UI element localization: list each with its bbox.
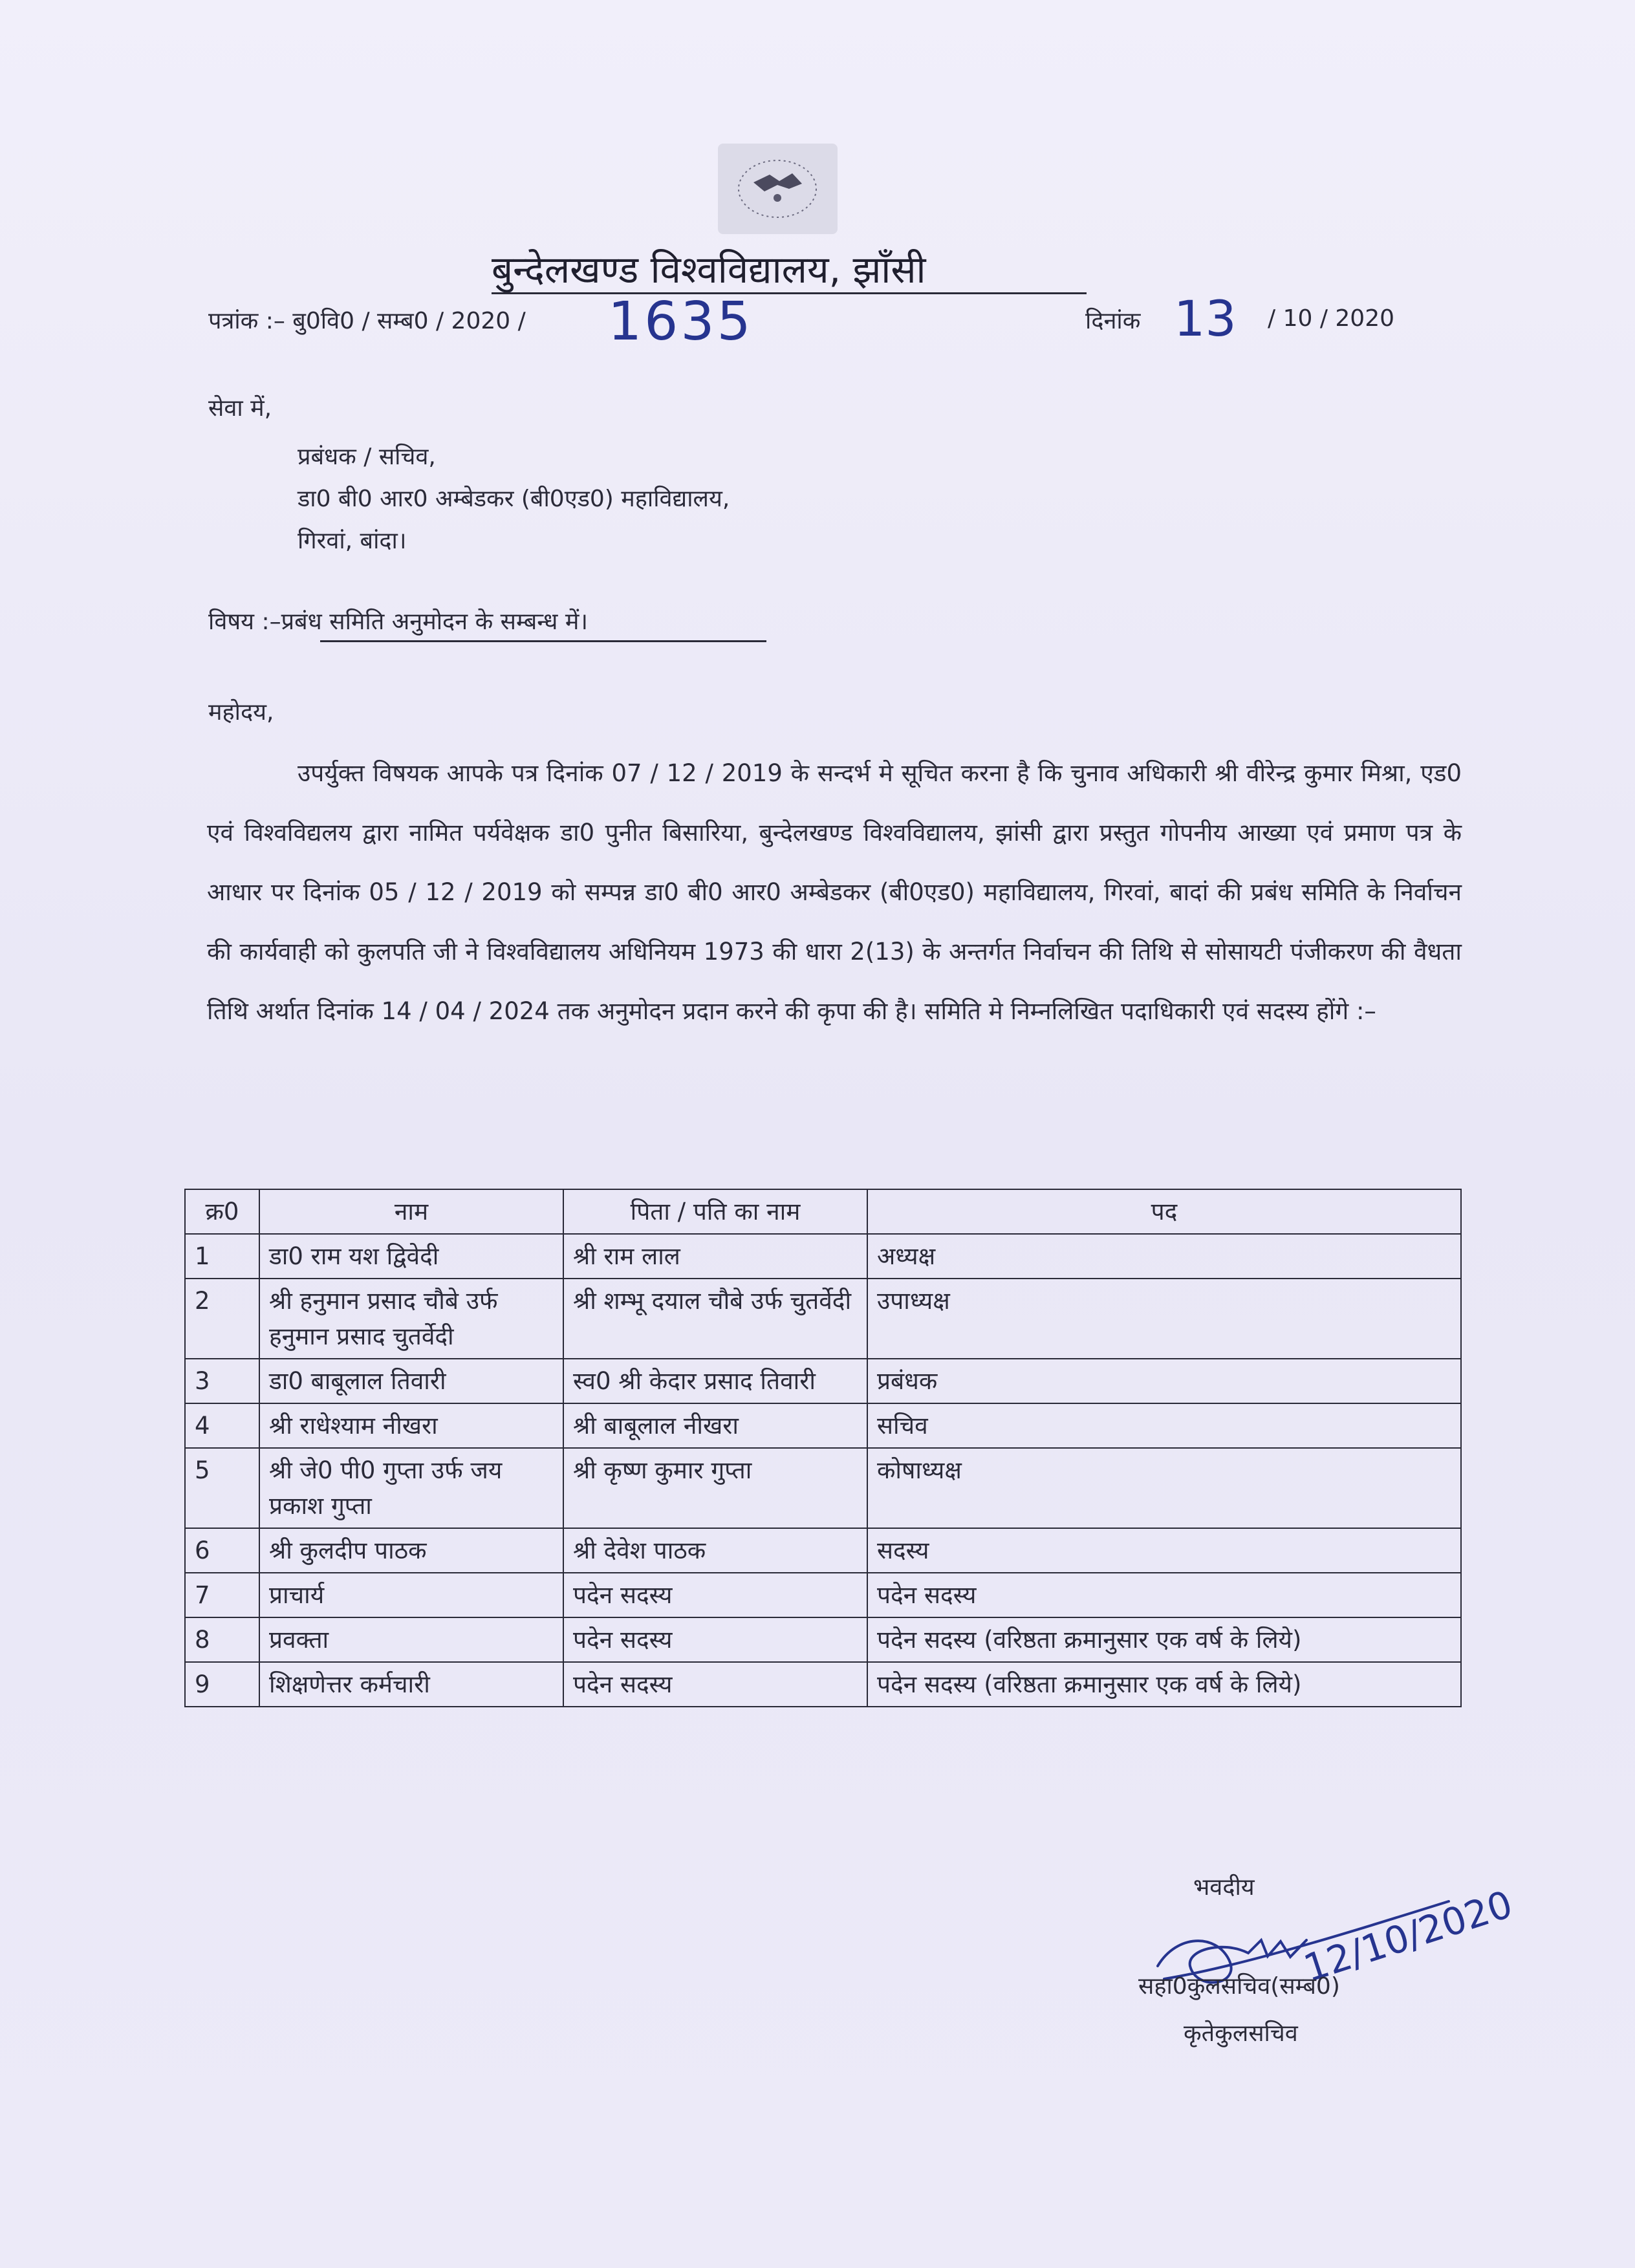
address-line-3: गिरवां, बांदा।: [298, 528, 407, 554]
cell-post: सचिव: [867, 1403, 1461, 1448]
table-row: [185, 1528, 1461, 1573]
date-month-year: / 10 / 2020: [1268, 305, 1395, 332]
cell-father: श्री शम्भू दयाल चौबे उर्फ चुतर्वेदी: [563, 1279, 867, 1359]
address-to: सेवा में,: [208, 395, 272, 422]
closing-bhavdiya: भवदीय: [1193, 1874, 1255, 1901]
date-day-handwritten: 13: [1174, 290, 1237, 347]
cell-father: स्व0 श्री केदार प्रसाद तिवारी: [563, 1359, 867, 1403]
cell-serial: 6: [185, 1528, 259, 1573]
table-row: [185, 1617, 1461, 1662]
university-name-underline: [492, 292, 1087, 294]
table-header-row: [185, 1189, 1461, 1234]
letter-body: उपर्युक्त विषयक आपके पत्र दिनांक 07 / 12 / 2019 के सन्दर्भ मे सूचित करना है कि चुनाव अधिकारी श्री वीरेन्द्र कुमार मिश्रा, एड0 एवं विश्वविद्यलय द्वारा नामित पर्यवेक्षक डा0 पुनीत बिसारिया, बुन्देलखण्ड विश्वविद्यालय, झांसी द्वारा प्रस्तुत गोपनीय आख्या एवं प्रमाण पत्र के आधार पर दिनांक 05 / 12 / 2019 को सम्पन्न डा0 बी0 आर0 अम्बेडकर (बी0एड0) महाविद्यालय, गिरवां, बादां की प्रबंध समिति के निर्वाचन की कार्यवाही को कुलपति जी ने विश्वविद्यालय अधिनियम 1973 की धारा 2(13) के अन्तर्गत निर्वाचन की तिथि से सोसायटी पंजीकरण की वैधता तिथि अर्थात दिनांक 14 / 04 / 2024 तक अनुमोदन प्रदान करने की कृपा की है। समिति मे निम्नलिखित पदाधिकारी एवं सदस्य होंगे :–: [207, 759, 1462, 1025]
table-row: [185, 1403, 1461, 1448]
table-row: [185, 1573, 1461, 1617]
cell-father: श्री देवेश पाठक: [563, 1528, 867, 1573]
university-name: बुन्देलखण्ड विश्वविद्यालय, झाँसी: [492, 248, 926, 292]
cell-serial: 2: [185, 1279, 259, 1359]
cell-name: शिक्षणेत्तर कर्मचारी: [259, 1662, 563, 1707]
cell-name: प्रवक्ता: [259, 1617, 563, 1662]
cell-post: प्रबंधक: [867, 1359, 1461, 1403]
address-line-1: प्रबंधक / सचिव,: [298, 444, 436, 470]
table-row: [185, 1234, 1461, 1279]
cell-name: श्री जे0 पी0 गुप्ता उर्फ जय प्रकाश गुप्ता: [259, 1448, 563, 1528]
cell-serial: 1: [185, 1234, 259, 1279]
cell-father: पदेन सदस्य: [563, 1617, 867, 1662]
subject-underline: [320, 640, 766, 642]
signatory-on-behalf: कृतेकुलसचिव: [1184, 2020, 1298, 2047]
table-row: [185, 1662, 1461, 1707]
cell-post: उपाध्यक्ष: [867, 1279, 1461, 1359]
header-father-name: पिता / पति का नाम: [563, 1189, 867, 1234]
header-post: पद: [867, 1189, 1461, 1234]
cell-post: पदेन सदस्य (वरिष्ठता क्रमानुसार एक वर्ष के लिये): [867, 1617, 1461, 1662]
cell-father: पदेन सदस्य: [563, 1573, 867, 1617]
header-serial: क्र0: [185, 1189, 259, 1234]
cell-father: श्री राम लाल: [563, 1234, 867, 1279]
cell-serial: 8: [185, 1617, 259, 1662]
address-line-2: डा0 बी0 आर0 अम्बेडकर (बी0एड0) महाविद्यालय,: [298, 486, 730, 512]
subject-label: विषय :–: [208, 609, 281, 635]
cell-name: डा0 राम यश द्विवेदी: [259, 1234, 563, 1279]
header-name: नाम: [259, 1189, 563, 1234]
committee-table: [184, 1189, 1462, 1707]
table-row: [185, 1279, 1461, 1359]
cell-name: श्री हनुमान प्रसाद चौबे उर्फ हनुमान प्रसाद चुतर्वेदी: [259, 1279, 563, 1359]
cell-serial: 9: [185, 1662, 259, 1707]
cell-post: पदेन सदस्य: [867, 1573, 1461, 1617]
reference-number-handwritten: 1635: [608, 291, 753, 352]
cell-name: श्री कुलदीप पाठक: [259, 1528, 563, 1573]
cell-name: प्राचार्य: [259, 1573, 563, 1617]
subject-text: प्रबंध समिति अनुमोदन के सम्बन्ध में।: [281, 609, 588, 635]
signature-date-handwritten: 12/10/2020: [1298, 1882, 1518, 1991]
table-row: [185, 1448, 1461, 1528]
cell-name: श्री राधेश्याम नीखरा: [259, 1403, 563, 1448]
cell-serial: 5: [185, 1448, 259, 1528]
table-row: [185, 1359, 1461, 1403]
greeting: महोदय,: [208, 699, 274, 726]
reference-label: पत्रांक :– बु0वि0 / सम्ब0 / 2020 /: [208, 308, 526, 334]
cell-name: डा0 बाबूलाल तिवारी: [259, 1359, 563, 1403]
cell-post: अध्यक्ष: [867, 1234, 1461, 1279]
cell-serial: 3: [185, 1359, 259, 1403]
cell-serial: 7: [185, 1573, 259, 1617]
cell-post: पदेन सदस्य (वरिष्ठता क्रमानुसार एक वर्ष के लिये): [867, 1662, 1461, 1707]
cell-father: श्री कृष्ण कुमार गुप्ता: [563, 1448, 867, 1528]
university-seal: [718, 144, 838, 234]
subject-line: [208, 605, 588, 636]
cell-father: श्री बाबूलाल नीखरा: [563, 1403, 867, 1448]
cell-post: सदस्य: [867, 1528, 1461, 1573]
cell-serial: 4: [185, 1403, 259, 1448]
signatory-designation: सहा0कुलसचिव(सम्ब0): [1138, 1973, 1340, 2000]
seal-emblem-icon: [718, 144, 838, 234]
cell-father: पदेन सदस्य: [563, 1662, 867, 1707]
cell-post: कोषाध्यक्ष: [867, 1448, 1461, 1528]
date-label: दिनांक: [1085, 308, 1141, 334]
